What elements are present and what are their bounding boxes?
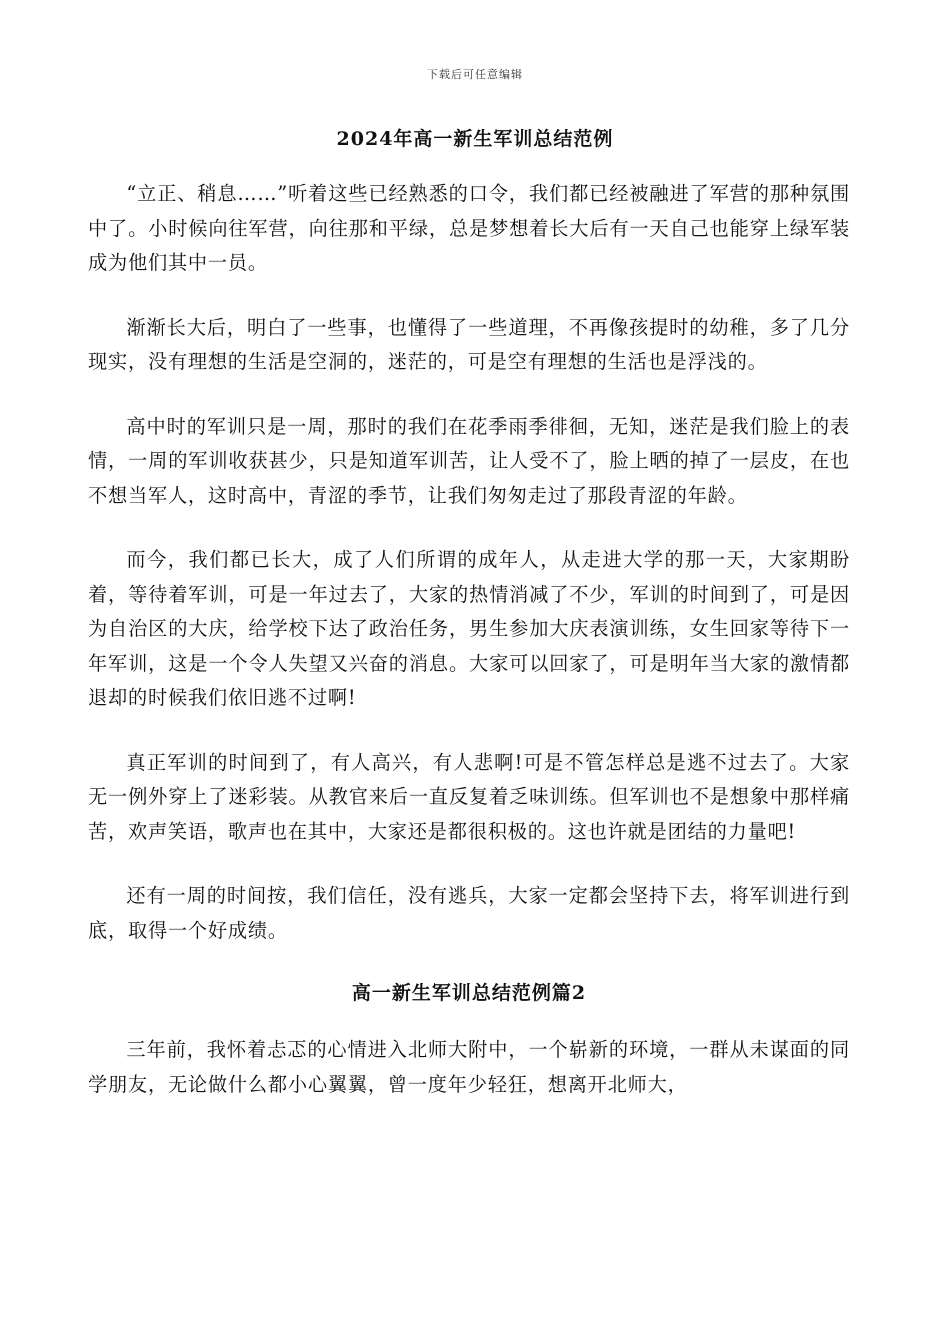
paragraph: 还有一周的时间按，我们信任，没有逃兵，大家一定都会坚持下去，将军训进行到底，取得一个好成绩。 <box>88 884 850 942</box>
paragraph: 高中时的军训只是一周，那时的我们在花季雨季徘徊，无知，迷茫是我们脸上的表情，一周的军训收获甚少，只是知道军训苦，让人受不了，脸上晒的掉了一层皮，在也不想当军人，这时高中，青涩的季节，让我们匆匆走过了那段青涩的年龄。 <box>88 414 850 507</box>
paragraph: 渐渐长大后，明白了一些事，也懂得了一些道理，不再像孩提时的幼稚，多了几分现实，没有理想的生活是空洞的，迷茫的，可是空有理想的生活也是浮浅的。 <box>88 315 850 373</box>
paragraph: 而今，我们都已长大，成了人们所谓的成年人，从走进大学的那一天，大家期盼着，等待着军训，可是一年过去了，大家的热情消减了不少，军训的时间到了，可是因为自治区的大庆，给学校下达了政治任务，男生参加大庆表演训练，女生回家等待下一年军训，这是一个令人失望又兴奋的消息。大家可以回家了，可是明年当大家的激情都退却的时候我们依旧逃不过啊! <box>88 548 850 709</box>
document-body <box>88 177 850 1132</box>
document-title: 2024年高一新生军训总结范例 <box>336 128 614 150</box>
section-subtitle: 高一新生军训总结范例篇2 <box>351 982 587 1004</box>
paragraph: 真正军训的时间到了，有人高兴，有人悲啊!可是不管怎样总是逃不过去了。大家无一例外穿上了迷彩装。从教官来后一直反复着乏味训练。但军训也不是想象中那样痛苦，欢声笑语，歌声也在其中，大家还是都很积极的。这也许就是团结的力量吧! <box>88 750 850 843</box>
paragraph: “立正、稍息……”听着这些已经熟悉的口令，我们都已经被融进了军营的那种氛围中了。小时候向往军营，向往那和平绿，总是梦想着长大后有一天自己也能穿上绿军装成为他们其中一员。 <box>88 182 850 274</box>
paragraph: 三年前，我怀着忐忑的心情进入北师大附中，一个崭新的环境，一群从未谋面的同学朋友，无论做什么都小心翼翼，曾一度年少轻狂，想离开北师大， <box>88 1038 850 1096</box>
header-note: 下载后可任意编辑 <box>427 68 523 81</box>
